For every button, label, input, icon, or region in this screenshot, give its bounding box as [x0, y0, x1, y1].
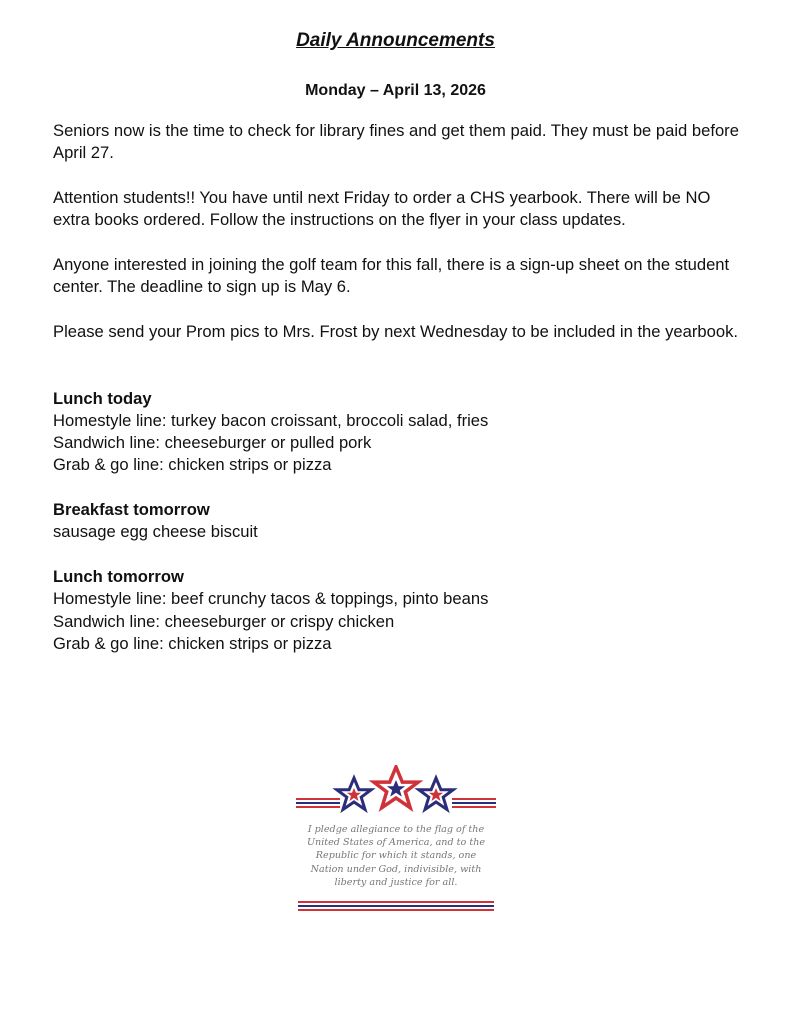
bottom-stripes [298, 901, 494, 911]
breakfast-tomorrow-heading: Breakfast tomorrow [53, 500, 210, 520]
pledge-line: Republic for which it stands, one [315, 850, 477, 862]
menu-line: Grab & go line: chicken strips or pizza [53, 455, 332, 475]
lunch-tomorrow-section [53, 566, 743, 655]
menu-line: Sandwich line: cheeseburger or crispy chicken [53, 611, 395, 631]
page-title: Daily Announcements [296, 30, 495, 51]
announcement-yearbook: Attention students!! You have until next Friday to order a CHS yearbook. There will be NO extra books ordered. Follow the instructions on the flyer in your class updates. [53, 187, 711, 230]
announcement-library-fines: Seniors now is the time to check for library fines and get them paid. They must be paid before April 27. [53, 121, 739, 163]
right-star-icon [419, 778, 453, 810]
lunch-today-heading: Lunch today [53, 388, 152, 408]
menu-line: Homestyle line: turkey bacon croissant, broccoli salad, fries [53, 410, 489, 430]
pledge-line: I pledge allegiance to the flag of the [307, 824, 485, 835]
pledge-line: United States of America, and to the [306, 837, 486, 849]
lunch-tomorrow-heading: Lunch tomorrow [53, 566, 184, 586]
lunch-today-section [53, 388, 743, 477]
announcement-prom-pics: Please send your Prom pics to Mrs. Frost by next Wednesday to be included in the yearbook. [53, 321, 738, 341]
announcement-golf-team: Anyone interested in joining the golf team for this fall, there is a sign-up sheet on the student center. The deadline to sign up is May 6. [53, 254, 730, 297]
menu-line: sausage egg cheese biscuit [53, 522, 258, 542]
pledge-of-allegiance [296, 823, 496, 889]
menu-line: Sandwich line: cheeseburger or pulled pork [53, 433, 372, 453]
menu-line: Homestyle line: beef crunchy tacos & toppings, pinto beans [53, 589, 489, 609]
pledge-line: Nation under God, indivisible, with [310, 863, 482, 875]
center-star-icon [374, 767, 418, 808]
announcement-body [53, 120, 743, 677]
announcement-date: Monday – April 13, 2026 [305, 82, 486, 99]
pledge-line: liberty and justice for all. [334, 876, 458, 888]
left-star-icon [337, 778, 371, 810]
menu-line: Grab & go line: chicken strips or pizza [53, 633, 332, 653]
breakfast-tomorrow-section [53, 499, 743, 544]
